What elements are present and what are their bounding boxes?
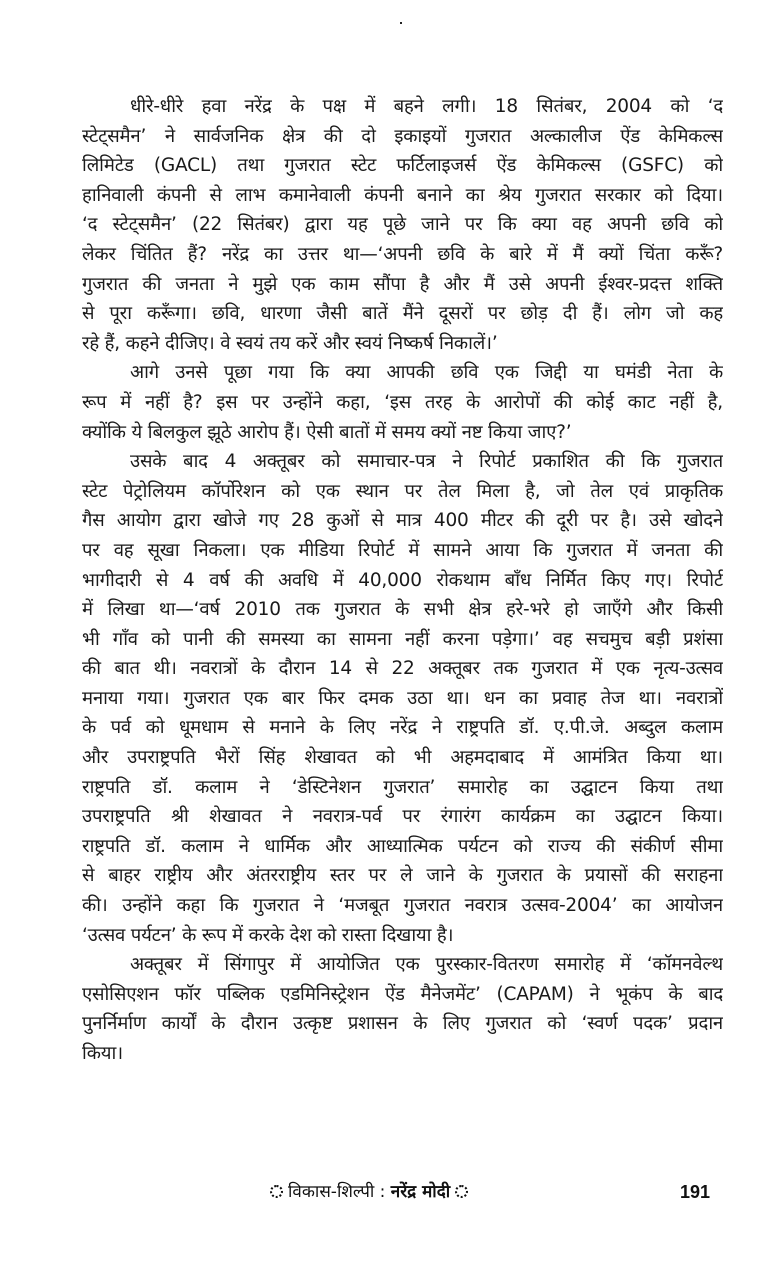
text-line: भी गाँव को पानी की समस्या का सामना नहीं करना पड़ेगा।’ वह सचमुच बड़ी प्रशंसा	[82, 628, 723, 650]
text-line: से बाहर राष्ट्रीय और अंतरराष्ट्रीय स्तर पर ले जाने के गुजरात के प्रयासों की सराहना	[82, 865, 723, 887]
text-line: राष्ट्रपति डॉ. कलाम ने ‘डेस्टिनेशन गुजरात’ समारोह का उद्घाटन किया तथा	[82, 776, 723, 798]
text-line: किया।	[82, 1043, 123, 1064]
text-line: लेकर चिंतित हैं? नरेंद्र का उत्तर था—‘अपनी छवि के बारे में मैं क्यों चिंता करूँ?	[82, 243, 723, 265]
text-line: हानिवाली कंपनी से लाभ कमानेवाली कंपनी बनाने का श्रेय गुजरात सरकार को दिया।	[82, 184, 723, 206]
paragraph	[82, 447, 723, 950]
text-line: उसके बाद 4 अक्तूबर को समाचार-पत्र ने रिपोर्ट प्रकाशित की कि गुजरात	[130, 451, 723, 473]
running-footer	[265, 1178, 473, 1206]
text-line: पुनर्निर्माण कार्यों के दौरान उत्कृष्ट प्रशासन के लिए गुजरात को ‘स्वर्ण पदक’ प्रदान	[82, 1013, 723, 1035]
text-line: धीरे-धीरे हवा नरेंद्र के पक्ष में बहने लगी। 18 सितंबर, 2004 को ‘द	[130, 96, 723, 117]
text-line: लिमिटेड (GACL) तथा गुजरात स्टेट फर्टिलाइजर्स ऐंड केमिकल्स (GSFC) को	[82, 155, 723, 177]
paragraph	[82, 358, 723, 447]
paragraph	[82, 950, 723, 1068]
text-line: उपराष्ट्रपति श्री शेखावत ने नवरात्र-पर्व पर रंगारंग कार्यक्रम का उद्घाटन किया।	[82, 806, 723, 828]
text-line: की। उन्होंने कहा कि गुजरात ने ‘मजबूत गुजरात नवरात्र उत्सव-2004’ का आयोजन	[82, 895, 723, 917]
text-line: ‘द स्टेट्समैन’ (22 सितंबर) द्वारा यह पूछे जाने पर कि क्या वह अपनी छवि को	[82, 214, 723, 236]
text-line: में लिखा था—‘वर्ष 2010 तक गुजरात के सभी क्षेत्र हरे-भरे हो जाएँगे और किसी	[82, 599, 723, 621]
page-number: 191	[680, 1182, 711, 1202]
print-speck	[400, 22, 402, 24]
text-line: एसोसिएशन फॉर पब्लिक एडमिनिस्ट्रेशन ऐंड मैनेजमेंट’ (CAPAM) ने भूकंप के बाद	[82, 983, 723, 1005]
page-body	[82, 92, 723, 1069]
text-line: गुजरात की जनता ने मुझे एक काम सौंपा है और मैं उसे अपनी ईश्वर-प्रदत्त शक्ति	[82, 273, 723, 295]
text-line: और उपराष्ट्रपति भैरों सिंह शेखावत को भी अहमदाबाद में आमंत्रित किया था।	[82, 747, 723, 769]
text-line: की बात थी। नवरात्रों के दौरान 14 से 22 अक्तूबर तक गुजरात में एक नृत्य-उत्सव	[82, 658, 723, 680]
text-line: पर वह सूखा निकला। एक मीडिया रिपोर्ट में सामने आया कि गुजरात में जनता की	[82, 539, 723, 561]
text-line: स्टेट पेट्रोलियम कॉर्पोरेशन को एक स्थान पर तेल मिला है, जो तेल एवं प्राकृतिक	[82, 480, 723, 502]
text-line: आगे उनसे पूछा गया कि क्या आपकी छवि एक जिद्दी या घमंडी नेता के	[130, 362, 723, 384]
text-line: रहे हैं, कहने दीजिए। वे स्वयं तय करें और स्वयं निष्कर्ष निकालें।’	[82, 332, 498, 354]
flower-ornament-icon	[270, 1185, 283, 1198]
text-line: भागीदारी से 4 वर्ष की अवधि में 40,000 रोकथाम बाँध निर्मित किए गए। रिपोर्ट	[82, 569, 723, 591]
book-title: विकास-शिल्पी :	[288, 1182, 386, 1202]
text-line: गैस आयोग द्वारा खोजे गए 28 कुओं से मात्र 400 मीटर की दूरी पर है। उसे खोदने	[82, 510, 723, 532]
text-line: ‘उत्सव पर्यटन’ के रूप में करके देश को रास्ता दिखाया है।	[82, 924, 454, 946]
paragraph	[82, 92, 723, 358]
text-line: मनाया गया। गुजरात एक बार फिर दमक उठा था। धन का प्रवाह तेज था। नवरात्रों	[82, 687, 723, 709]
author-name: नरेंद्र मोदी	[390, 1182, 451, 1202]
page-footer	[0, 1178, 768, 1206]
text-line: स्टेट्समैन’ ने सार्वजनिक क्षेत्र की दो इकाइयों गुजरात अल्कालीज ऐंड केमिकल्स	[82, 125, 723, 147]
text-line: के पर्व को धूमधाम से मनाने के लिए नरेंद्र ने राष्ट्रपति डॉ. ए.पी.जे. अब्दुल कलाम	[82, 717, 723, 739]
text-line: राष्ट्रपति डॉ. कलाम ने धार्मिक और आध्यात्मिक पर्यटन को राज्य की संकीर्ण सीमा	[82, 835, 723, 857]
flower-ornament-icon	[455, 1185, 468, 1198]
text-line: क्योंकि ये बिलकुल झूठे आरोप हैं। ऐसी बातों में समय क्यों नष्ट किया जाए?’	[82, 421, 572, 443]
text-line: से पूरा करूँगा। छवि, धारणा जैसी बातें मैंने दूसरों पर छोड़ दी हैं। लोग जो कह	[82, 303, 723, 325]
text-line: रूप में नहीं है? इस पर उन्होंने कहा, ‘इस तरह के आरोपों की कोई काट नहीं है,	[82, 391, 723, 413]
text-line: अक्तूबर में सिंगापुर में आयोजित एक पुरस्कार-वितरण समारोह में ‘कॉमनवेल्थ	[130, 954, 723, 976]
